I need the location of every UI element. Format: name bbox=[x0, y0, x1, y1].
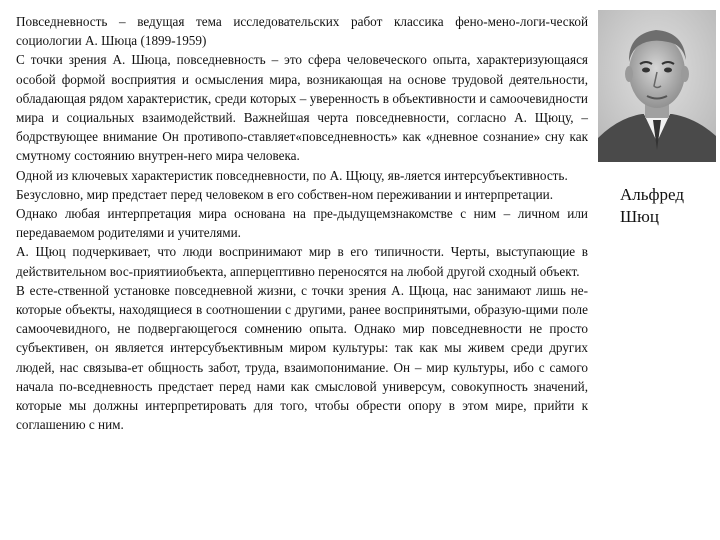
caption-first-name: Альфред bbox=[620, 185, 684, 204]
paragraph: Одной из ключевых характеристик повседневности, по А. Щюцу, яв-ляется интерсубъективность. bbox=[16, 167, 568, 183]
portrait-photo bbox=[598, 10, 716, 162]
body-text bbox=[16, 12, 588, 434]
paragraph: Повседневность – ведущая тема исследовательских работ классика фено-мено-логи-ческой социологии А. Шюца (1899-1959) bbox=[16, 14, 588, 49]
paragraph: А. Щюц подчеркивает, что люди воспринимают мир в его типичности. Черты, выступающие в действительном вос-приятииобъекта, апперцептивно переносятся на любой другой сходный объект. bbox=[16, 244, 588, 279]
paragraph: С точки зрения А. Шюца, повседневность – это сфера человеческого опыта, характеризующаяся особой формой восприятия и осмысления мира, возникающая на основе трудовой деятельности, обладающая рядом характеристик, среди которых – уверенность в объективности и самоочевидности мира и социальных взаимодействий. Важнейшая черта повседневности, согласно А. Щюцу, – бодрствующее внимание Он противопо-ставляет«повседневность» как «дневное сознание» сну как смутному состоянию внутрен-него мира человека. bbox=[16, 52, 588, 164]
paragraph: Однако любая интерпретация мира основана на пре-дыдущемзнакомстве с ним – личном или передаваемом родителями и учителями. bbox=[16, 206, 588, 241]
paragraph: Безусловно, мир предстает перед человеком в его собствен-ном переживании и интерпретации. bbox=[16, 186, 554, 202]
caption-last-name: Шюц bbox=[620, 207, 659, 226]
paragraph: В есте-ственной установке повседневной жизни, с точки зрения А. Щюца, нас занимают лишь не-которые объекты, находящиеся в соотношении с другими, ранее воспринятыми, образую-щими поле самоочевидного, не подвергающегося сомнению опыта. Однако мир повседневности не просто субъективен, он является интерсубъективным миром культуры: так как мы живем среди других людей, нас связыва-ет общность забот, труда, взаимопонимание. Он – мир культуры, ибо с самого начала по-вседневность предстает перед нами как смысловой универсум, совокупность значений, которые мы должны интерпретировать для того, чтобы обрести опору в этом мире, прийти к соглашению с ним. bbox=[16, 282, 588, 433]
portrait-caption bbox=[620, 184, 684, 228]
portrait-illustration bbox=[598, 10, 716, 162]
